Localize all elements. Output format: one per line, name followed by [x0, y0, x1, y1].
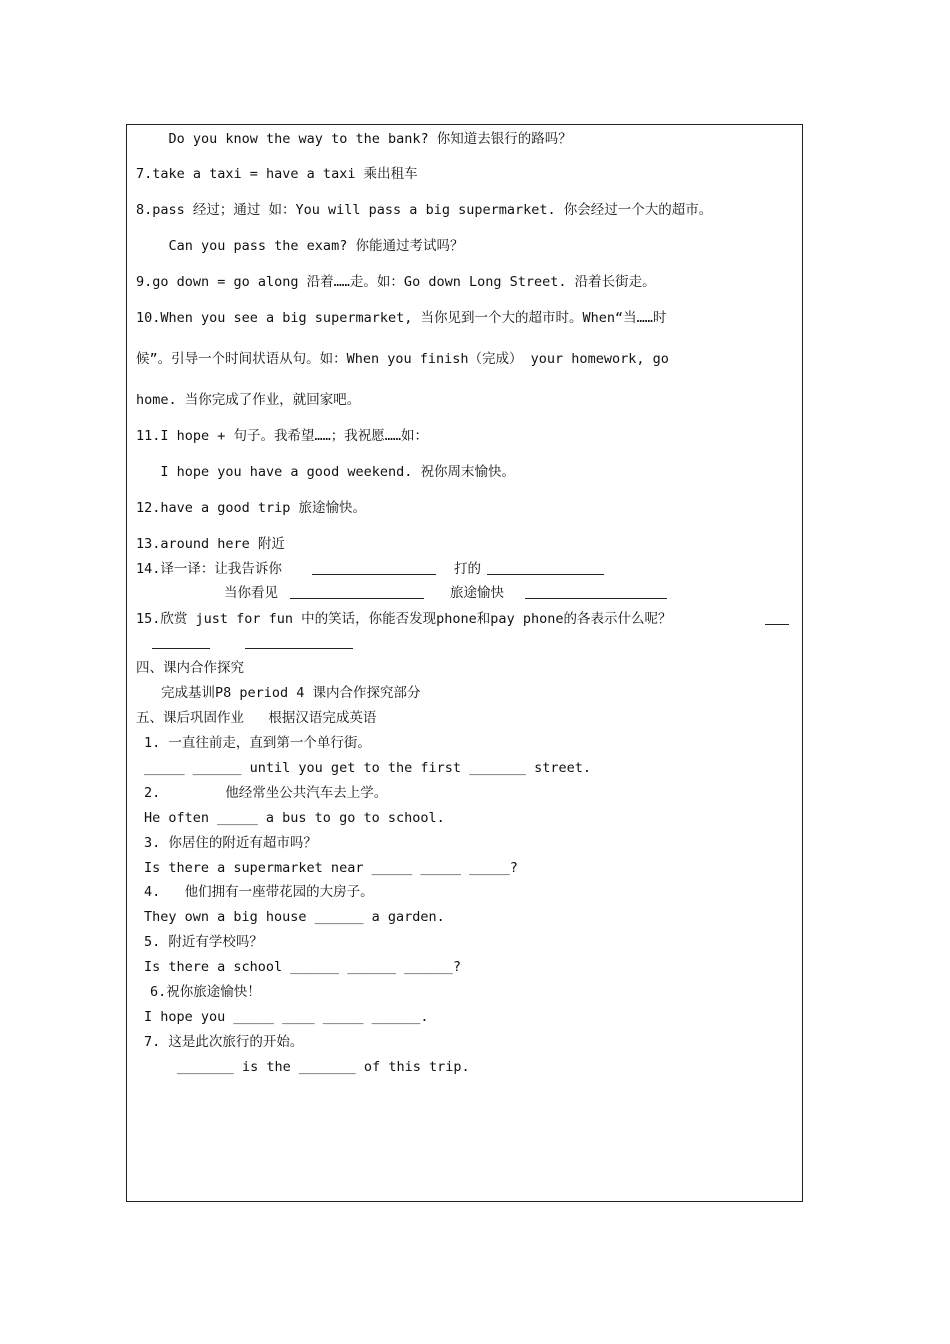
exercise-answer-6: I hope you _____ ____ _____ ______. [144, 1009, 429, 1025]
exercise-answer-7: _______ is the _______ of this trip. [177, 1059, 470, 1075]
text-line-4: Can you pass the exam? 你能通过考试吗？ [136, 238, 464, 254]
text-line-6: 10.When you see a big supermarket, 当你见到一个大的超市时。When“当……时 [136, 310, 667, 326]
text-line-9: 11.I hope + 句子。我希望……；我祝愿……如： [136, 428, 429, 444]
translate-prompt-2: 打的 [454, 561, 481, 577]
exercise-question-6: 6.祝你旅途愉快！ [150, 984, 261, 1000]
exercise-question-5: 5. 附近有学校吗？ [144, 934, 263, 950]
text-line-12: 13.around here 附近 [136, 536, 285, 552]
text-line-10: I hope you have a good weekend. 祝你周末愉快。 [136, 464, 515, 480]
text-line-2: 7.take a taxi = have a taxi 乘出租车 [136, 166, 418, 182]
translate-prompt-4: 旅途愉快 [450, 585, 504, 601]
answer-blank [525, 586, 667, 599]
text-line-7: 候”。引导一个时间状语从句。如：When you finish（完成） your homework, go [136, 351, 669, 367]
answer-blank [245, 636, 353, 649]
translate-prompt-1: 14.译一译：让我告诉你 [136, 561, 282, 577]
exercise-question-4: 4. 他们拥有一座带花园的大房子。 [144, 884, 374, 900]
answer-blank [487, 562, 604, 575]
section-five-heading: 五、课后巩固作业 根据汉语完成英语 [136, 710, 377, 726]
exercise-answer-5: Is there a school ______ ______ ______? [144, 959, 461, 975]
answer-blank [312, 562, 436, 575]
exercise-answer-1: _____ ______ until you get to the first _______ street. [144, 760, 592, 776]
text-line-8: home. 当你完成了作业，就回家吧。 [136, 392, 361, 408]
exercise-answer-2: He often _____ a bus to go to school. [144, 810, 445, 826]
answer-blank [290, 586, 424, 599]
text-line-11: 12.have a good trip 旅途愉快。 [136, 500, 367, 516]
text-line-15: 15.欣赏 just for fun 中的笑话，你能否发现phone和pay phone的各表示什么呢？ [136, 611, 672, 627]
exercise-question-1: 1. 一直往前走，直到第一个单行街。 [144, 735, 371, 751]
exercise-question-3: 3. 你居住的附近有超市吗？ [144, 835, 317, 851]
text-line-1: Do you know the way to the bank? 你知道去银行的路吗？ [136, 131, 572, 147]
translate-prompt-3: 当你看见 [224, 585, 278, 601]
text-line-5: 9.go down = go along 沿着……走。如：Go down Long Street. 沿着长街走。 [136, 274, 656, 290]
exercise-answer-3: Is there a supermarket near _____ _____ _____? [144, 860, 518, 876]
exercise-question-7: 7. 这是此次旅行的开始。 [144, 1034, 304, 1050]
section-four-heading: 四、课内合作探究 [136, 660, 244, 676]
text-line-3: 8.pass 经过；通过 如：You will pass a big supermarket. 你会经过一个大的超市。 [136, 202, 713, 218]
answer-blank [152, 636, 210, 649]
exercise-answer-4: They own a big house ______ a garden. [144, 909, 445, 925]
answer-blank [765, 612, 789, 625]
text-line-18: 完成基训P8 period 4 课内合作探究部分 [161, 685, 421, 701]
exercise-question-2: 2. 他经常坐公共汽车去上学。 [144, 785, 388, 801]
